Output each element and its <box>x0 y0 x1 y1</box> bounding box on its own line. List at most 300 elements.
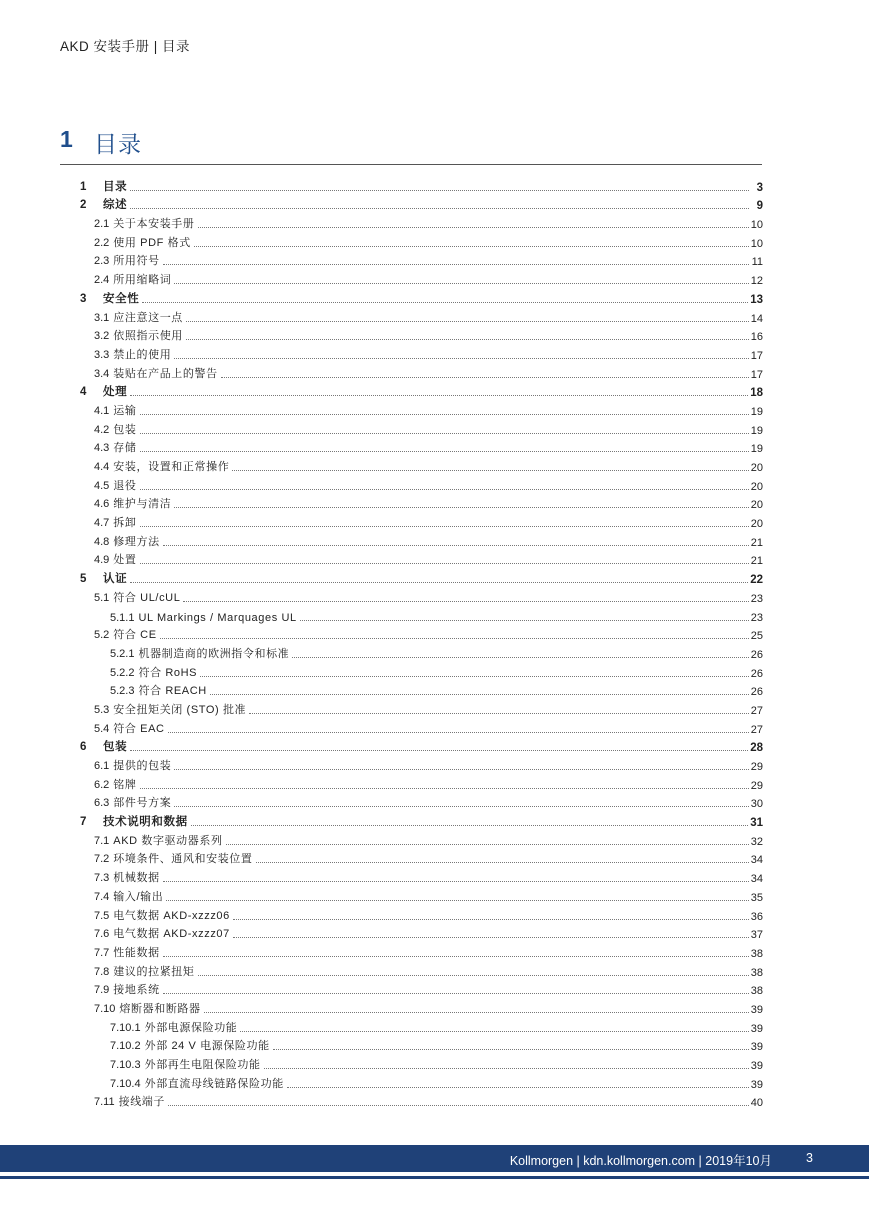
toc-entry[interactable] <box>80 736 763 755</box>
toc-entry-title: 提供的包装 <box>113 760 172 772</box>
toc-entry[interactable] <box>80 175 763 194</box>
toc-leader-dots <box>174 507 748 508</box>
toc-entry-label <box>94 701 249 717</box>
toc-entry-number: 5.2.2 <box>110 666 135 679</box>
toc-leader-dots <box>198 975 749 976</box>
toc-entry-page: 38 <box>750 966 763 979</box>
toc-entry[interactable] <box>80 549 763 568</box>
toc-entry-page: 20 <box>750 518 763 531</box>
toc-leader-dots <box>186 339 749 340</box>
toc-entry[interactable] <box>80 810 763 829</box>
toc-entry-label <box>94 309 186 325</box>
toc-leader-dots <box>292 657 748 658</box>
toc-entry-page: 20 <box>750 499 763 512</box>
toc-leader-dots <box>140 526 749 527</box>
toc-leader-dots <box>166 900 748 901</box>
toc-leader-dots <box>168 1105 749 1106</box>
toc-leader-dots <box>130 208 749 209</box>
toc-entry-title: UL Markings / Marquages UL <box>138 611 297 624</box>
toc-entry[interactable] <box>80 455 763 474</box>
toc-entry[interactable] <box>80 493 763 512</box>
toc-entry-number: 5.2.1 <box>110 647 135 660</box>
toc-entry-title: 铭牌 <box>113 778 137 791</box>
toc-entry-label <box>94 327 186 343</box>
toc-leader-dots <box>221 377 749 378</box>
toc-entry-page: 18 <box>750 387 763 400</box>
toc-entry-title: 性能数据 <box>113 946 160 959</box>
toc-entry-number: 3.1 <box>94 311 110 324</box>
toc-entry-number: 2.4 <box>94 274 110 287</box>
toc-entry-number: 5.1 <box>94 591 110 604</box>
toc-entry-label <box>110 612 300 624</box>
toc-entry[interactable] <box>80 661 763 680</box>
toc-entry-number: 6 <box>80 741 87 754</box>
toc-entry-label <box>80 178 130 194</box>
toc-entry-page: 35 <box>750 891 763 904</box>
toc-entry-label <box>80 570 130 586</box>
toc-entry-page: 37 <box>750 929 763 942</box>
toc-entry[interactable] <box>80 287 763 306</box>
toc-leader-dots <box>240 1031 748 1032</box>
toc-entry[interactable] <box>80 437 763 456</box>
toc-entry-page: 38 <box>750 985 763 998</box>
toc-entry-page: 13 <box>750 293 763 306</box>
toc-entry-number: 7.8 <box>94 965 110 978</box>
toc-entry-label <box>80 196 130 212</box>
toc-entry[interactable] <box>80 530 763 549</box>
toc-leader-dots <box>273 1049 749 1050</box>
toc-leader-dots <box>163 993 749 994</box>
toc-entry-number: 5.2.3 <box>110 685 135 698</box>
toc-entry-page: 21 <box>750 536 763 549</box>
toc-leader-dots <box>183 601 748 602</box>
toc-entry[interactable] <box>80 773 763 792</box>
toc-entry[interactable] <box>80 979 763 998</box>
toc-entry-page: 19 <box>750 424 763 437</box>
toc-leader-dots <box>174 358 748 359</box>
toc-entry-page: 34 <box>750 854 763 867</box>
toc-entry-page: 12 <box>750 275 763 288</box>
toc-leader-dots <box>233 919 749 920</box>
toc-entry-page: 29 <box>750 761 763 773</box>
toc-entry-label <box>94 365 221 381</box>
toc-entry-label <box>94 439 140 455</box>
table-of-contents <box>80 175 763 1109</box>
toc-entry-title: 接线端子 <box>118 1096 165 1109</box>
toc-entry-page: 39 <box>750 1003 763 1016</box>
toc-entry-number: 5 <box>80 573 87 586</box>
toc-entry-title: 处理 <box>103 386 128 399</box>
footer-text: Kollmorgen | kdn.kollmorgen.com | 2019年10月 <box>509 1154 772 1168</box>
toc-entry[interactable] <box>80 1016 763 1035</box>
toc-leader-dots <box>130 395 748 396</box>
toc-entry-number: 4.2 <box>94 423 110 436</box>
toc-entry-page: 9 <box>756 200 763 213</box>
toc-entry-page: 17 <box>750 349 763 362</box>
toc-entry-page: 23 <box>750 592 763 605</box>
toc-entry-label <box>94 794 174 810</box>
toc-leader-dots <box>130 190 749 191</box>
toc-entry-label <box>94 421 140 437</box>
toc-leader-dots <box>232 470 748 471</box>
toc-entry-label <box>80 383 130 399</box>
toc-entry[interactable] <box>80 418 763 437</box>
toc-entry-label <box>94 832 226 848</box>
toc-entry-label <box>94 925 233 941</box>
toc-entry-number: 5.4 <box>94 722 110 735</box>
chapter-number: 1 <box>60 126 73 152</box>
toc-entry-page: 29 <box>750 779 763 792</box>
toc-entry-title: 安全性 <box>103 292 140 305</box>
toc-entry-title: 机器制造商的欧洲指令和标准 <box>138 647 290 660</box>
toc-entry[interactable] <box>80 511 763 530</box>
toc-entry-title: AKD 数字驱动器系列 <box>113 834 223 847</box>
toc-leader-dots <box>204 1012 749 1013</box>
toc-entry[interactable] <box>80 885 763 904</box>
toc-entry-title: 环境条件、通风和安装位置 <box>113 853 253 866</box>
toc-leader-dots <box>142 302 748 303</box>
toc-entry-number: 1 <box>80 180 87 193</box>
toc-entry-title: 退役 <box>113 479 137 492</box>
toc-leader-dots <box>210 694 749 695</box>
toc-entry-title: 外部直流母线链路保险功能 <box>144 1077 284 1090</box>
toc-entry-page: 3 <box>756 181 763 194</box>
toc-entry-page: 20 <box>750 462 763 474</box>
toc-entry[interactable] <box>80 680 763 699</box>
toc-entry[interactable] <box>80 362 763 381</box>
toc-entry-title: 安装，设置和正常操作 <box>113 461 230 473</box>
toc-entry-title: 熔断器和断路器 <box>119 1002 201 1015</box>
toc-entry-title: 建议的拉紧扭矩 <box>113 965 195 978</box>
toc-entry-page: 17 <box>750 368 763 381</box>
toc-entry-title: 外部再生电阻保险功能 <box>144 1059 261 1071</box>
toc-entry-label <box>94 346 174 362</box>
toc-entry-label <box>110 1056 264 1072</box>
toc-entry-number: 4.6 <box>94 498 110 511</box>
toc-entry-page: 23 <box>750 611 763 624</box>
toc-entry-title: 运输 <box>113 404 137 417</box>
toc-entry-label <box>110 1037 273 1053</box>
toc-entry-label <box>94 252 163 268</box>
toc-entry[interactable] <box>80 904 763 923</box>
toc-entry[interactable] <box>80 642 763 661</box>
toc-entry-title: 修理方法 <box>113 535 160 548</box>
page-header-title: AKD 安装手册 | 目录 <box>60 39 191 54</box>
toc-entry-label <box>94 495 174 511</box>
toc-entry-title: 外部 24 V 电源保险功能 <box>144 1040 270 1053</box>
toc-entry-title: 装贴在产品上的警告 <box>113 367 218 380</box>
toc-leader-dots <box>186 321 749 322</box>
toc-entry[interactable] <box>80 923 763 942</box>
toc-entry-label <box>94 944 163 960</box>
toc-leader-dots <box>226 844 749 845</box>
toc-entry[interactable] <box>80 268 763 287</box>
toc-entry-page: 27 <box>750 723 763 736</box>
toc-leader-dots <box>130 750 748 751</box>
toc-leader-dots <box>140 563 749 564</box>
toc-entry-title: 安全扭矩关闭 (STO) 批准 <box>113 703 247 716</box>
toc-entry-number: 7.2 <box>94 853 110 866</box>
toc-entry-title: 机械数据 <box>113 872 160 885</box>
toc-entry-number: 7.3 <box>94 872 110 885</box>
toc-entry-number: 7.11 <box>94 1096 115 1109</box>
toc-entry-number: 7 <box>80 816 87 829</box>
toc-entry-page: 32 <box>750 835 763 848</box>
toc-entry-title: 所用符号 <box>113 255 160 268</box>
toc-leader-dots <box>194 246 749 247</box>
toc-entry-label <box>94 402 140 418</box>
toc-entry-number: 4.1 <box>94 404 110 417</box>
toc-entry-label <box>94 533 163 549</box>
toc-entry-page: 39 <box>750 1041 763 1054</box>
toc-entry-label <box>94 907 233 923</box>
toc-entry-title: 部件号方案 <box>113 797 172 810</box>
toc-entry-title: 外部电源保险功能 <box>144 1021 238 1034</box>
toc-entry-page: 14 <box>750 312 763 325</box>
toc-leader-dots <box>140 414 749 415</box>
footer-page-number: 3 <box>806 1151 813 1165</box>
toc-entry-label <box>110 1075 287 1091</box>
toc-entry-page: 31 <box>750 817 763 830</box>
toc-entry[interactable] <box>80 567 763 586</box>
toc-entry[interactable] <box>80 1072 763 1091</box>
toc-entry-title: 符合 RoHS <box>138 666 198 679</box>
toc-entry-page: 10 <box>750 237 763 250</box>
toc-entry-label <box>94 1093 168 1109</box>
toc-entry-title: 维护与清洁 <box>113 498 172 511</box>
toc-entry-page: 28 <box>750 742 763 755</box>
toc-entry-page: 39 <box>750 1022 763 1035</box>
toc-entry-number: 2.2 <box>94 236 110 249</box>
toc-entry-number: 3.4 <box>94 367 110 380</box>
toc-entry-label <box>80 813 191 829</box>
toc-entry-page: 38 <box>750 947 763 960</box>
toc-entry-number: 7.1 <box>94 834 110 847</box>
toc-entry-page: 25 <box>750 630 763 643</box>
toc-entry-page: 10 <box>750 219 763 232</box>
toc-entry-title: 应注意这一点 <box>113 311 183 324</box>
toc-entry-title: 所用缩略词 <box>113 274 172 287</box>
toc-entry-label <box>80 738 130 754</box>
toc-entry-page: 26 <box>750 648 763 661</box>
toc-entry-page: 34 <box>750 873 763 886</box>
toc-entry-number: 7.10.2 <box>110 1040 141 1053</box>
toc-leader-dots <box>163 956 749 957</box>
toc-entry-number: 3.2 <box>94 330 110 343</box>
toc-entry-number: 6.2 <box>94 778 110 791</box>
toc-entry-label <box>94 234 194 250</box>
toc-entry[interactable] <box>80 792 763 811</box>
toc-entry-title: 包装 <box>103 741 128 754</box>
toc-entry-label <box>94 626 160 642</box>
toc-entry-label <box>110 682 210 698</box>
toc-leader-dots <box>264 1068 749 1069</box>
toc-entry[interactable] <box>80 250 763 269</box>
toc-leader-dots <box>174 769 748 770</box>
toc-entry-page: 36 <box>750 910 763 923</box>
toc-entry[interactable] <box>80 754 763 773</box>
toc-entry-number: 3 <box>80 292 87 305</box>
toc-entry-title: 禁止的使用 <box>113 348 172 361</box>
toc-entry[interactable] <box>80 325 763 344</box>
toc-entry-label <box>94 514 140 530</box>
toc-entry-page: 21 <box>750 555 763 568</box>
toc-entry-number: 7.10.3 <box>110 1059 141 1071</box>
footer-divider <box>0 1176 869 1179</box>
toc-entry-label <box>110 645 292 661</box>
toc-entry-number: 4.4 <box>94 461 110 473</box>
toc-entry-page: 30 <box>750 798 763 811</box>
toc-entry[interactable] <box>80 717 763 736</box>
toc-entry-number: 4 <box>80 386 87 399</box>
toc-entry[interactable] <box>80 306 763 325</box>
toc-entry-label <box>94 888 166 904</box>
toc-entry-title: 符合 CE <box>113 629 157 642</box>
toc-entry[interactable] <box>80 829 763 848</box>
toc-leader-dots <box>249 713 749 714</box>
toc-entry[interactable] <box>80 605 763 624</box>
toc-entry-title: 技术说明和数据 <box>103 816 188 829</box>
toc-entry-number: 6.1 <box>94 760 110 772</box>
toc-leader-dots <box>198 227 749 228</box>
toc-entry[interactable] <box>80 1035 763 1054</box>
toc-entry-title: 认证 <box>103 573 128 586</box>
toc-entry-label <box>94 850 256 866</box>
toc-entry-label <box>94 477 140 493</box>
toc-entry-title: 使用 PDF 格式 <box>113 236 191 249</box>
toc-entry[interactable] <box>80 212 763 231</box>
toc-entry-number: 6.3 <box>94 797 110 810</box>
toc-entry-number: 7.10.1 <box>110 1021 141 1034</box>
toc-entry-title: 依照指示使用 <box>113 330 183 343</box>
toc-entry[interactable] <box>80 1053 763 1072</box>
toc-entry[interactable] <box>80 194 763 213</box>
toc-entry-number: 2.1 <box>94 218 110 231</box>
toc-leader-dots <box>191 825 749 826</box>
toc-entry[interactable] <box>80 231 763 250</box>
toc-entry-title: 符合 UL/cUL <box>113 591 181 604</box>
toc-entry[interactable] <box>80 997 763 1016</box>
toc-entry[interactable] <box>80 381 763 400</box>
toc-leader-dots <box>233 937 749 938</box>
toc-entry-title: 电气数据 AKD-xzzz07 <box>113 928 230 941</box>
toc-entry-page: 19 <box>750 443 763 456</box>
toc-entry-number: 2 <box>80 199 87 212</box>
toc-entry-number: 5.3 <box>94 703 110 716</box>
toc-entry-number: 7.10.4 <box>110 1077 141 1090</box>
toc-entry-title: 处置 <box>113 554 137 567</box>
toc-entry-page: 22 <box>750 574 763 587</box>
toc-entry[interactable] <box>80 399 763 418</box>
toc-entry-number: 5.1.1 <box>110 611 135 624</box>
toc-leader-dots <box>163 264 749 265</box>
toc-leader-dots <box>174 283 748 284</box>
toc-entry-page: 27 <box>750 704 763 717</box>
toc-entry-number: 7.9 <box>94 984 110 997</box>
toc-entry-page: 39 <box>750 1078 763 1091</box>
toc-entry[interactable] <box>80 586 763 605</box>
toc-entry-label <box>94 720 168 736</box>
toc-entry-number: 7.5 <box>94 909 110 922</box>
toc-leader-dots <box>140 788 749 789</box>
toc-entry-number: 3.3 <box>94 348 110 361</box>
toc-leader-dots <box>256 862 749 863</box>
toc-entry-page: 26 <box>750 686 763 699</box>
toc-entry[interactable] <box>80 698 763 717</box>
toc-entry-title: 符合 EAC <box>113 722 165 735</box>
toc-entry-page: 39 <box>750 1060 763 1072</box>
toc-entry-label <box>94 589 183 605</box>
toc-entry-number: 4.9 <box>94 554 110 567</box>
toc-leader-dots <box>287 1087 749 1088</box>
toc-leader-dots <box>160 638 749 639</box>
toc-entry-title: 拆卸 <box>113 517 137 530</box>
toc-entry-label <box>94 1000 204 1016</box>
toc-leader-dots <box>168 732 749 733</box>
toc-entry-title: 存储 <box>113 442 137 455</box>
toc-entry[interactable] <box>80 1091 763 1110</box>
toc-entry-page: 11 <box>751 256 763 269</box>
toc-entry-page: 20 <box>750 480 763 493</box>
toc-entry-title: 输入/输出 <box>113 890 164 903</box>
toc-entry[interactable] <box>80 624 763 643</box>
toc-entry-title: 综述 <box>103 199 128 212</box>
toc-entry-label <box>110 664 200 680</box>
toc-entry-label <box>94 869 163 885</box>
toc-entry[interactable] <box>80 474 763 493</box>
toc-entry-page: 40 <box>750 1097 763 1110</box>
toc-entry-title: 目录 <box>103 180 128 193</box>
toc-entry-page: 26 <box>750 667 763 680</box>
toc-leader-dots <box>200 676 749 677</box>
toc-entry-title: 接地系统 <box>113 984 160 997</box>
toc-entry-label <box>94 776 140 792</box>
toc-entry[interactable] <box>80 848 763 867</box>
toc-entry-page: 16 <box>750 331 763 344</box>
toc-entry-number: 7.4 <box>94 890 110 903</box>
toc-entry-label <box>80 290 142 306</box>
chapter-title: 目录 <box>94 131 142 157</box>
toc-entry-number: 4.8 <box>94 535 110 548</box>
toc-leader-dots <box>174 806 748 807</box>
toc-leader-dots <box>130 582 748 583</box>
toc-entry[interactable] <box>80 866 763 885</box>
toc-entry-page: 19 <box>750 405 763 418</box>
toc-entry-label <box>94 963 198 979</box>
toc-entry-number: 4.3 <box>94 442 110 455</box>
chapter-heading <box>60 124 762 165</box>
toc-leader-dots <box>163 881 749 882</box>
toc-leader-dots <box>163 545 749 546</box>
toc-entry-label <box>94 215 198 231</box>
toc-entry-title: 符合 REACH <box>138 685 207 698</box>
toc-leader-dots <box>140 489 749 490</box>
toc-entry-label <box>110 1019 240 1035</box>
toc-entry-number: 7.6 <box>94 928 110 941</box>
toc-entry-title: 包装 <box>113 423 137 436</box>
toc-entry-number: 7.7 <box>94 946 110 959</box>
toc-entry[interactable] <box>80 343 763 362</box>
toc-leader-dots <box>300 620 749 621</box>
toc-entry-label <box>94 981 163 997</box>
toc-leader-dots <box>140 451 749 452</box>
toc-entry[interactable] <box>80 941 763 960</box>
toc-entry-title: 电气数据 AKD-xzzz06 <box>113 909 230 922</box>
toc-entry-label <box>94 757 174 773</box>
toc-entry[interactable] <box>80 960 763 979</box>
toc-entry-number: 5.2 <box>94 629 110 642</box>
toc-entry-number: 4.7 <box>94 517 110 530</box>
